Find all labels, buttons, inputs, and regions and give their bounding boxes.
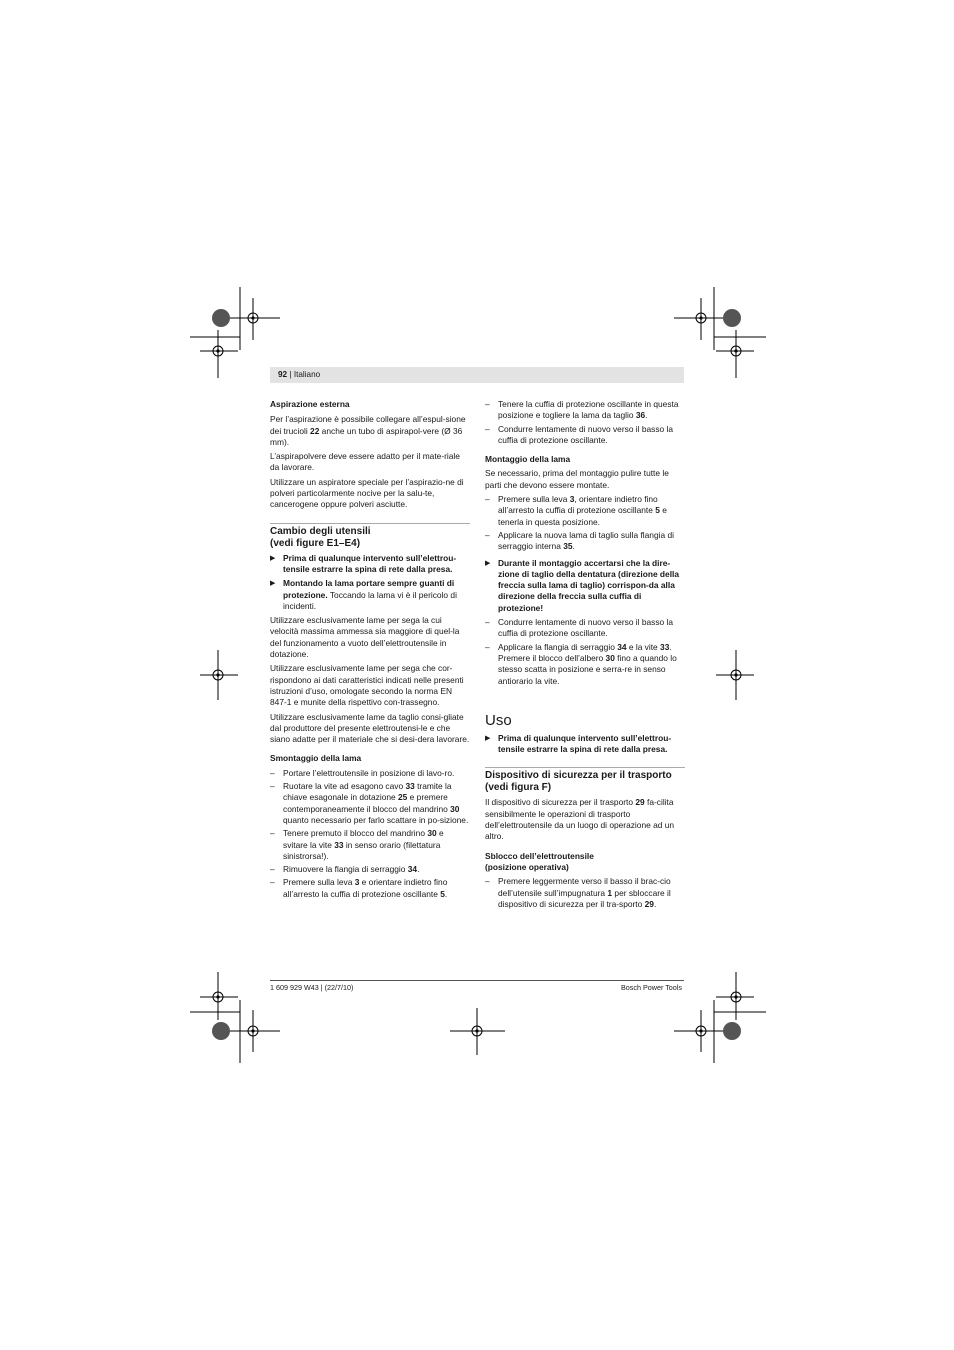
list-item: – Condurre lentamente di nuovo verso il basso la cuffia di protezione oscillante. [485,424,685,447]
aspirazione-heading: Aspirazione esterna [270,399,350,409]
list-item: – Tenere premuto il blocco del mandrino 30 e svitare la vite 33 in senso orario (filettatura sinistrorsa!). [270,828,470,862]
list-item: – Rimuovere la flangia di serraggio 34. [270,864,470,875]
paragraph: Per l’aspirazione è possibile collegare all’espul-sione dei trucioli 22 anche un tubo di aspirapol-vere (Ø 36 mm). [270,414,466,447]
dispositivo-heading: Dispositivo di sicurezza per il trasporto [485,770,672,782]
warning-list [485,558,685,614]
paragraph: Se necessario, prima del montaggio pulire tutte le parti che devono essere montate. [485,468,669,490]
right-column [485,399,685,910]
montaggio-list [485,494,685,552]
warning-item: ▶ Durante il montaggio accertarsi che la dire-zione di taglio della dentatura (direzione della freccia sulla lama di taglio) corrispon-da alla direzione della freccia sulla cuffia di protezione! [485,557,680,613]
paragraph: Utilizzare esclusivamente lame da taglio consi-gliate dal produttore del presente elettroutensi-le e che siano adatte per il materiale che si desi-dera lavorare. [270,711,470,745]
cambio-heading: Cambio degli utensili [270,525,371,537]
warning-item: ▶ Montando la lama portare sempre guanti di protezione. Toccando la lama vi è il pericolo di incidenti. [270,578,457,611]
warning-item: ▶ Prima di qualunque intervento sull’elettrou-tensile estrarre la spina di rete dalla presa. [270,552,457,574]
section-rule [485,767,685,768]
section-name: Italiano [293,370,321,379]
section-rule [270,523,470,524]
uso-heading: Uso [485,711,512,729]
sblocco-subheading: (posizione operativa) [485,861,569,872]
list-item: – Premere leggermente verso il basso il brac-cio dell’utensile sull’impugnatura 1 per sbloccare il dispositivo di sicurezza per il tra-sporto 29. [485,876,685,910]
smontaggio-heading: Smontaggio della lama [270,753,362,764]
list-item: – Ruotare la vite ad esagono cavo 33 tramite la chiave esagonale in dotazione 25 e premere contemporaneamente il blocco del mandrino 30 quanto necessario per farlo scattare in po-sizione. [270,781,470,826]
cambio-subheading: (vedi figure E1–E4) [270,537,361,549]
list-item: – Portare l’elettroutensile in posizione di lavo-ro. [270,768,470,779]
left-column [270,399,470,900]
montaggio-heading: Montaggio della lama [485,454,571,465]
paragraph: Il dispositivo di sicurezza per il trasporto 29 fa-cilita sensibilmente le operazioni di trasporto dell’elettroutensile da un luogo di operazione ad un altro. [485,797,675,842]
warning-list [485,733,685,756]
paragraph: Utilizzare esclusivamente lame per sega la cui velocità massima ammessa sia maggiore di quel-la del funzionamento a vuoto dell’elettroutensile in dotazione. [270,615,460,660]
header-bar [270,367,684,383]
list-item: – Premere sulla leva 3 e orientare indietro fino all’arresto la cuffia di protezione oscillante 5. [270,877,470,900]
paragraph: L’aspirapolvere deve essere adatto per il mate-riale da lavorare. [270,451,460,473]
montaggio-list-2 [485,617,685,687]
page-number: 92 [278,370,288,379]
sblocco-list [485,876,685,910]
warning-item: ▶ Prima di qualunque intervento sull’elettrou-tensile estrarre la spina di rete dalla presa. [485,732,672,755]
list-item: – Premere sulla leva 3, orientare indietro fino all’arresto la cuffia di protezione oscillante 5 e tenerla in questa posizione. [485,494,685,528]
page-header [278,370,320,380]
list-item: – Applicare la flangia di serraggio 34 e la vite 33. Premere il blocco dell’albero 30 fino a quando lo stesso scatta in posizione e serra-re in senso antiorario la vite. [485,642,685,687]
dispositivo-subheading: (vedi figura F) [485,782,552,794]
sblocco-heading: Sblocco dell’elettroutensile [485,850,594,861]
smontaggio-list [270,768,470,900]
list-item: – Applicare la nuova lama di taglio sulla flangia di serraggio interna 35. [485,530,685,553]
list-item: – Condurre lentamente di nuovo verso il basso la cuffia di protezione oscillante. [485,617,685,640]
paragraph: Utilizzare un aspiratore speciale per l’aspirazio-ne di polveri particolarmente nocive per la salu-te, cancerogene oppure polveri asciutte. [270,476,464,510]
warning-list [270,553,470,612]
smontaggio-list-continued [485,399,685,446]
paragraph: Utilizzare esclusivamente lame per sega che cor-rispondono ai dati caratteristici indicati nelle presenti istruzioni d’uso, omologate secondo la norma EN 847-1 e munite della rispettivo con-trassegno. [270,663,464,708]
brand-name: Bosch Power Tools [621,983,682,992]
document-code: 1 609 929 W43 | (22/7/10) [270,983,354,992]
footer-rule [270,980,684,981]
header-separator: | [289,370,292,379]
list-item: – Tenere la cuffia di protezione oscillante in questa posizione e togliere la lama da taglio 36. [485,399,685,422]
